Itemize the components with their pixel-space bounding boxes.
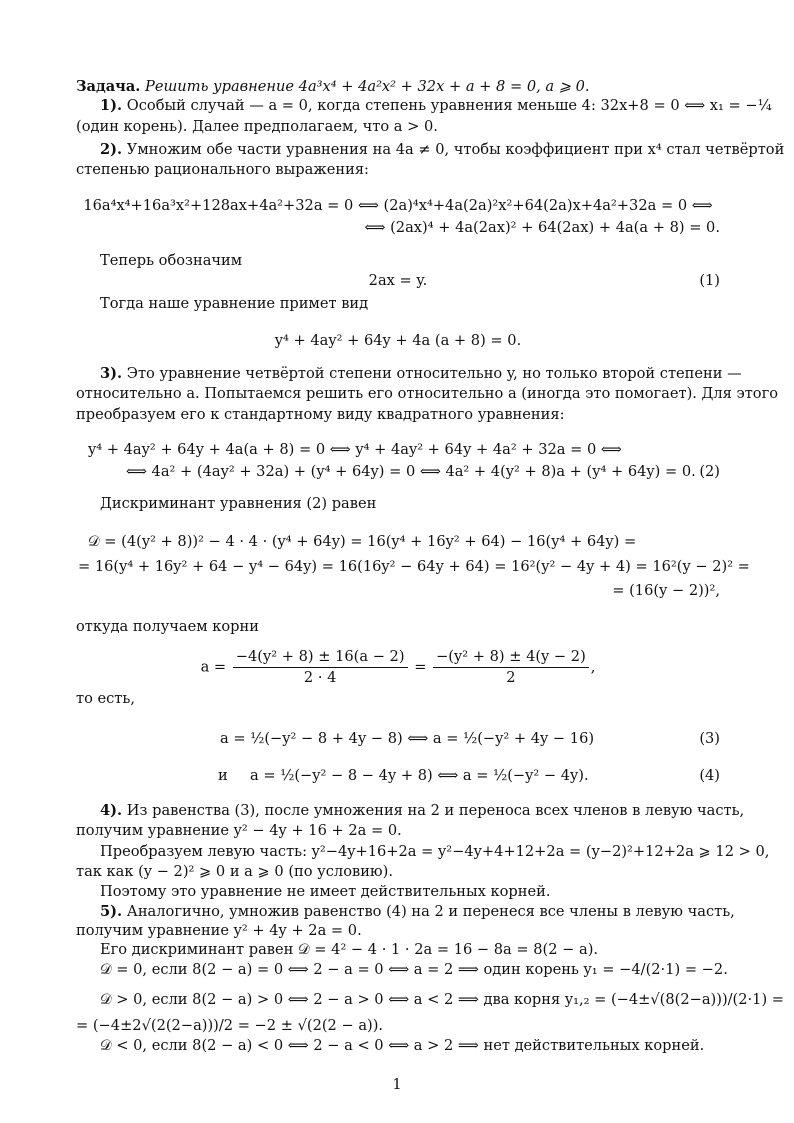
roots-numerator-1: −4(y² + 8) ± 16(a − 2) xyxy=(233,648,408,668)
page-number: 1 xyxy=(392,1076,402,1093)
equation-number-4: (4) xyxy=(699,767,720,784)
step5-line4: 𝒟 = 0, если 8(2 − a) = 0 ⟺ 2 − a = 0 ⟺ a = 2 ⟹ один корень y₁ = −4/(2·1) = −2. xyxy=(100,961,728,978)
discriminant-line1: 𝒟 = (4(y² + 8))² − 4 · 4 · (y⁴ + 64y) = 16(y⁴ + 16y² + 64) − 16(y⁴ + 64y) = xyxy=(88,533,637,550)
that-is-text: то есть, xyxy=(76,690,135,707)
equation-number-3: (3) xyxy=(699,730,720,747)
step2-text1: Умножим обе части уравнения на 4a ≠ 0, чтобы коэффициент при x⁴ стал четвёртой xyxy=(126,141,785,158)
step3-line3: преобразуем его к стандартному виду квадратного уравнения: xyxy=(76,406,565,423)
step4-line4: так как (y − 2)² ⩾ 0 и a ⩾ 0 (по условию). xyxy=(76,863,393,880)
task-heading xyxy=(76,78,720,96)
step5-line7: 𝒟 < 0, если 8(2 − a) < 0 ⟺ 2 − a < 0 ⟺ a > 2 ⟹ нет действительных корней. xyxy=(100,1037,705,1054)
discriminant-line3: = (16(y − 2))², xyxy=(612,582,720,599)
step3-number: 3). xyxy=(100,365,123,382)
discriminant-intro: Дискриминант уравнения (2) равен xyxy=(100,495,377,512)
step4-number: 4). xyxy=(100,802,123,819)
step4-line2: получим уравнение y² − 4y + 16 + 2a = 0. xyxy=(76,822,402,839)
equation-number-1: (1) xyxy=(699,272,720,289)
step3-line2: относительно a. Попытаемся решить его относительно a (иногда это помогает). Для этого xyxy=(76,385,778,402)
step2-line2: степенью рационального выражения: xyxy=(76,161,369,178)
task-statement: Решить уравнение 4a³x⁴ + 4a²x² + 32x + a + 8 = 0, a ⩾ 0. xyxy=(145,78,590,95)
step4-line3: Преобразуем левую часть: y²−4y+16+2a = y²−4y+4+12+2a = (y−2)²+12+2a ⩾ 12 > 0, xyxy=(100,843,770,860)
step4-text1: Из равенства (3), после умножения на 2 и переноса всех членов в левую часть, xyxy=(126,802,745,819)
step2-equation-a: 16a⁴x⁴+16a³x²+128ax+4a²+32a = 0 ⟺ (2a)⁴x⁴+4a(2a)²x²+64(2a)x+4a²+32a = 0 ⟺ xyxy=(83,197,713,214)
step1-number: 1). xyxy=(100,97,123,114)
root-equation-3: a = ½(−y² − 8 + 4y − 8) ⟺ a = ½(−y² + 4y − 16) xyxy=(220,730,595,747)
substituted-equation: y⁴ + 4ay² + 64y + 4a (a + 8) = 0. xyxy=(274,332,522,349)
step2-then-text: Тогда наше уравнение примет вид xyxy=(100,295,369,312)
step2-number: 2). xyxy=(100,141,123,158)
step5-line3: Его дискриминант равен 𝒟 = 4² − 4 · 1 · 2a = 16 − 8a = 8(2 − a). xyxy=(100,941,599,958)
roots-denominator-1: 2 · 4 xyxy=(303,669,337,686)
step5-line1 xyxy=(100,903,735,921)
discriminant-line2: = 16(y⁴ + 16y² + 64 − y⁴ − 64y) = 16(16y² − 64y + 64) = 16²(y² − 4y + 4) = 16²(y − 2)² = xyxy=(78,558,750,575)
step3-equation-b: ⟺ 4a² + (4ay² + 32a) + (y⁴ + 64y) = 0 ⟺ 4a² + 4(y² + 8)a + (y⁴ + 64y) = 0. xyxy=(126,463,696,480)
roots-fraction-2 xyxy=(433,648,589,687)
step3-equation-a: y⁴ + 4ay² + 64y + 4a(a + 8) = 0 ⟺ y⁴ + 4ay² + 64y + 4a² + 32a = 0 ⟺ xyxy=(88,441,622,458)
step1-line1 xyxy=(100,97,772,115)
step5-line2: получим уравнение y² + 4y + 2a = 0. xyxy=(76,922,362,939)
step4-line1 xyxy=(100,802,745,820)
roots-lhs: a = xyxy=(200,658,227,676)
step2-line1 xyxy=(100,141,785,159)
step5-line6: = (−4±2√(2(2−a)))/2 = −2 ± √(2(2 − a)). xyxy=(76,1017,384,1034)
step5-text1: Аналогично, умножив равенство (4) на 2 и перенеся все члены в левую часть, xyxy=(126,903,735,920)
step2-equation-b: ⟺ (2ax)⁴ + 4a(2ax)² + 64(2ax) + 4a(a + 8) = 0. xyxy=(364,219,720,236)
substitution-equation: 2ax = y. xyxy=(368,272,428,289)
root-equation-4: a = ½(−y² − 8 − 4y + 8) ⟺ a = ½(−y² − 4y). xyxy=(250,767,589,784)
step2-denote-text: Теперь обозначим xyxy=(100,252,243,269)
roots-denominator-2: 2 xyxy=(506,669,516,686)
roots-fraction-1 xyxy=(233,648,408,687)
step3-text1: Это уравнение четвёртой степени относительно y, но только второй степени — xyxy=(126,365,742,382)
roots-intro: откуда получаем корни xyxy=(76,618,259,635)
step4-line5: Поэтому это уравнение не имеет действительных корней. xyxy=(100,883,551,900)
equation-number-2: (2) xyxy=(699,463,720,480)
step5-line5: 𝒟 > 0, если 8(2 − a) > 0 ⟺ 2 − a > 0 ⟺ a < 2 ⟹ два корня y₁,₂ = (−4±√(8(2−a)))/(2·1) = xyxy=(100,991,785,1008)
step1-text1: Особый случай — a = 0, когда степень уравнения меньше 4: 32x+8 = 0 ⟺ x₁ = −¼ xyxy=(126,97,772,114)
step1-line2: (один корень). Далее предполагаем, что a > 0. xyxy=(76,118,438,135)
roots-formula: a = $\frac{\text{−4(y² + 8) ± 16(a − 2)}}{2 \cdot 4}$ = $\frac{\text{−(y² + 8) ± 4(y − 2)}}{2}$ , xyxy=(200,648,596,686)
step3-line1 xyxy=(100,365,742,383)
roots-numerator-2: −(y² + 8) ± 4(y − 2) xyxy=(433,648,589,668)
and-word: и xyxy=(218,767,228,784)
step5-number: 5). xyxy=(100,903,123,920)
task-label: Задача. xyxy=(76,78,141,95)
